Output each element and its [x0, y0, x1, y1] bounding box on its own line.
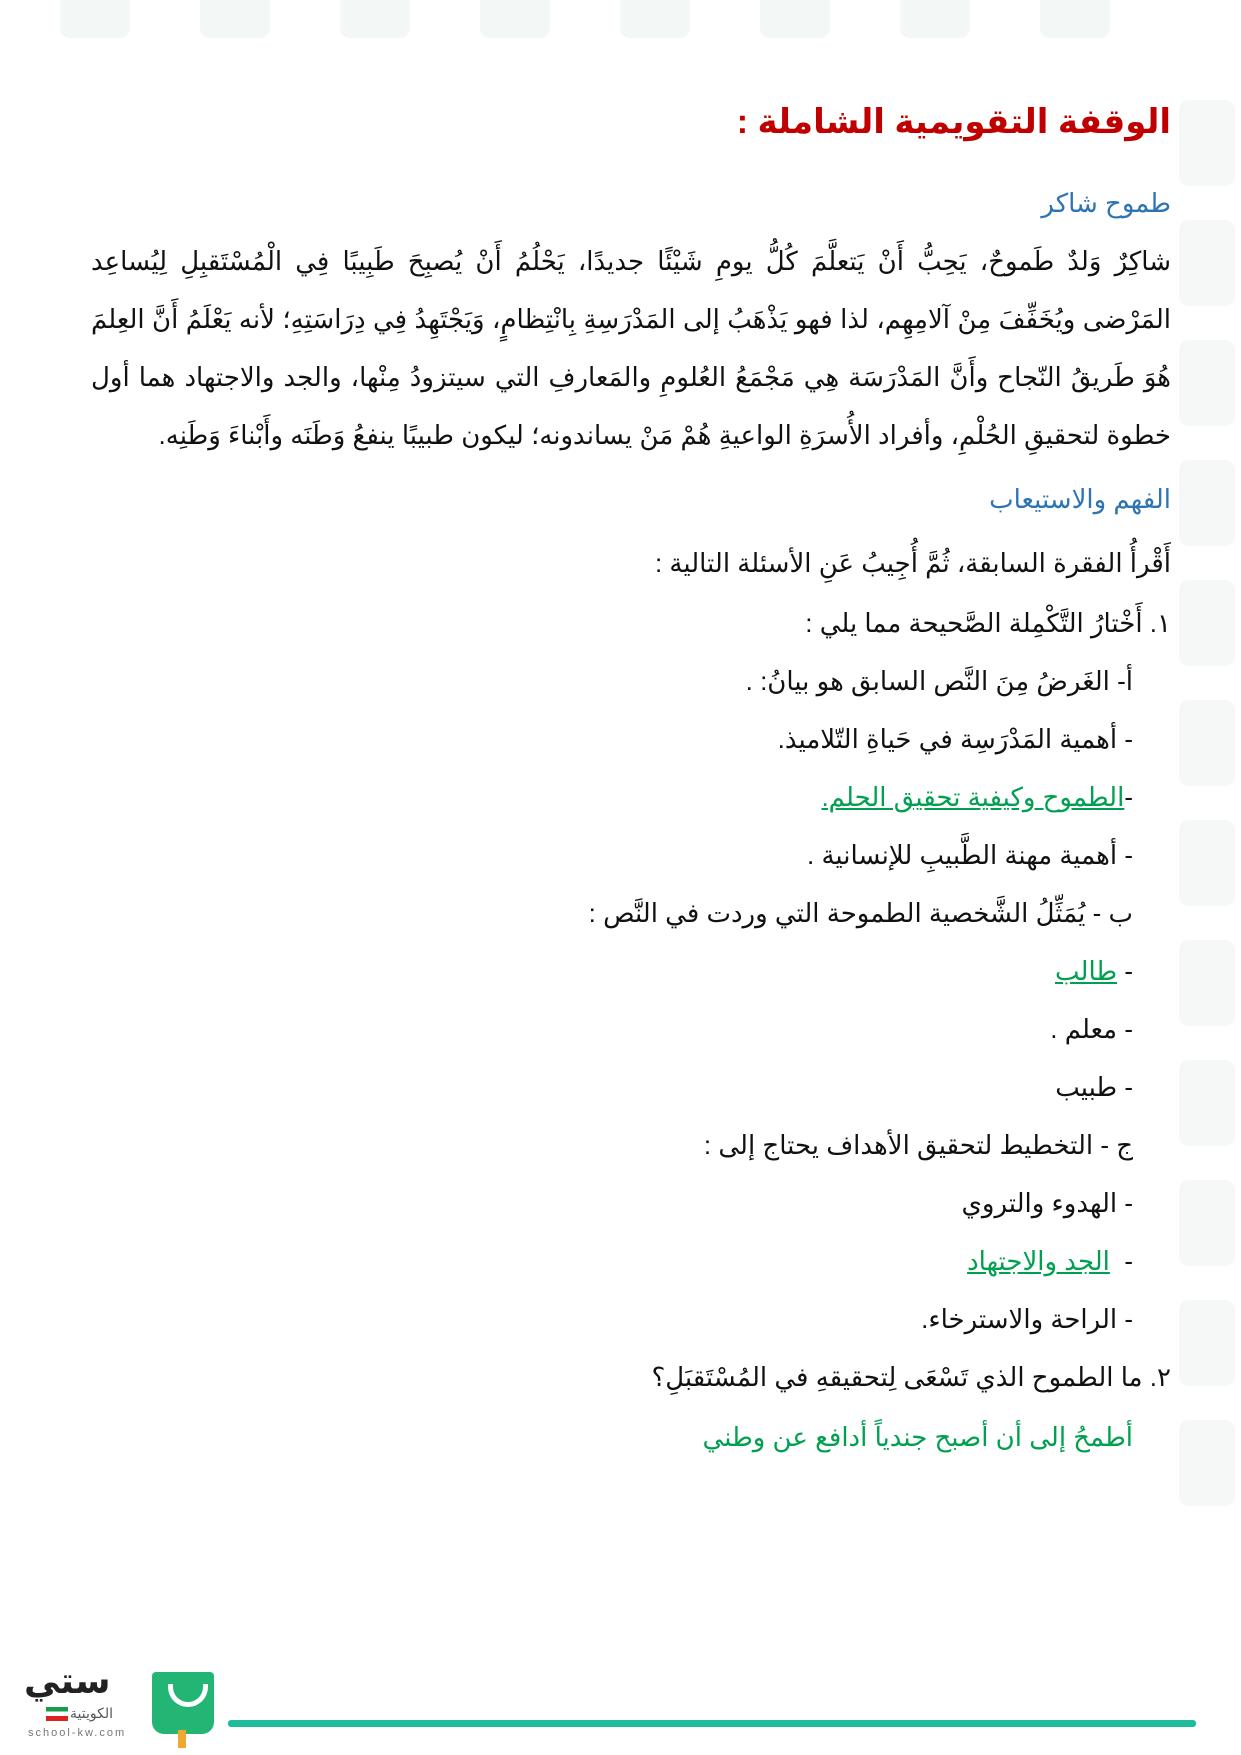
- correct-answer: الجد والاجتهاد: [967, 1246, 1110, 1276]
- passage-heading: طموح شاكر: [1041, 188, 1171, 218]
- question-1c-option-2: [967, 1246, 1133, 1277]
- question-1a: أ- الغَرضُ مِنَ النَّص السابق هو بيانُ: .: [745, 666, 1133, 696]
- question-1b-option-1: [1055, 956, 1133, 987]
- question-1b-option-3: - طبيب: [1055, 1072, 1133, 1102]
- question-2: ٢. ما الطموح الذي تَسْعَى لِتحقيقهِ في المُسْتَقبَلِ؟: [651, 1362, 1171, 1392]
- question-1c-option-3: - الراحة والاسترخاء.: [921, 1304, 1133, 1334]
- correct-answer: طالب: [1055, 956, 1118, 986]
- question-1a-option-3: - أهمية مهنة الطَّبيبِ للإنسانية .: [807, 840, 1133, 870]
- option-dash: -: [1124, 956, 1133, 986]
- question-1a-option-1: - أهمية المَدْرَسِة في حَياةِ التّلاميذ.: [777, 724, 1133, 754]
- option-dash: -: [1124, 782, 1133, 812]
- comprehension-heading: الفهم والاستيعاب: [989, 484, 1171, 514]
- question-1b-option-2: - معلم .: [1050, 1014, 1133, 1044]
- passage-text: شاكِرٌ وَلدٌ طَموحٌ، يَحِبُّ أَنْ يَتعلَّمَ كُلُّ يومِ شَيْئًا جديدًا، يَحْلُمُ أَنْ يُصبِحَ طَبِيبًا فِي الْمُسْتَقبِلِ لِيُساعِد المَرْضى ويُخَفِّفَ مِنْ آلامِهِم، لذا فهو يَذْهَبُ إلى المَدْرَسِةِ بِانْتِظامٍ، وَيَجْتَهِدُ فِي دِرَاسَتِهِ؛ لأنه يَعْلَمُ أَنَّ العِلمَ هُوَ طَريقُ النّجاح وأَنَّ المَدْرَسَة هِي مَجْمَعُ العُلومِ والمَعارفِ التي سيتزودُ مِنْها، والجد والاجتهاد هما أول خطوة لتحقيقِ الحُلْمِ، وأفراد الأُسرَةِ الواعيةِ هُمْ مَنْ يساندونه؛ ليكون طبيبًا ينفعُ وَطَنَه وأَبْناءَ وَطَنِه.: [91, 246, 1171, 450]
- question-2-answer: أطمحُ إلى أن أصبح جندياً أدافع عن وطني: [702, 1422, 1133, 1452]
- option-dash: -: [1124, 1246, 1133, 1276]
- page-title: الوقفة التقويمية الشاملة :: [736, 103, 1171, 141]
- question-1c: ج - التخطيط لتحقيق الأهداف يحتاج إلى :: [703, 1130, 1133, 1160]
- question-1b: ب - يُمَثِّلُ الشَّخصية الطموحة التي وردت في النَّص :: [588, 898, 1133, 928]
- instruction-text: أَقْرأُ الفقرة السابقة، ثُمَّ أُجِيبُ عَنِ الأسئلة التالية :: [654, 548, 1171, 578]
- logo-url: school-kw.com: [28, 1727, 127, 1739]
- question-1: ١. أَخْتارُ التَّكْمِلة الصَّحيحة مما يلي :: [805, 608, 1171, 638]
- logo-name: ستي: [24, 1660, 111, 1701]
- correct-answer: الطموح وكيفية تحقيق الحلم.: [821, 782, 1125, 812]
- question-1c-option-1: - الهدوء والتروي: [961, 1188, 1133, 1218]
- logo-subtitle: الكويتية: [70, 1705, 113, 1721]
- question-1a-option-2: [821, 782, 1133, 813]
